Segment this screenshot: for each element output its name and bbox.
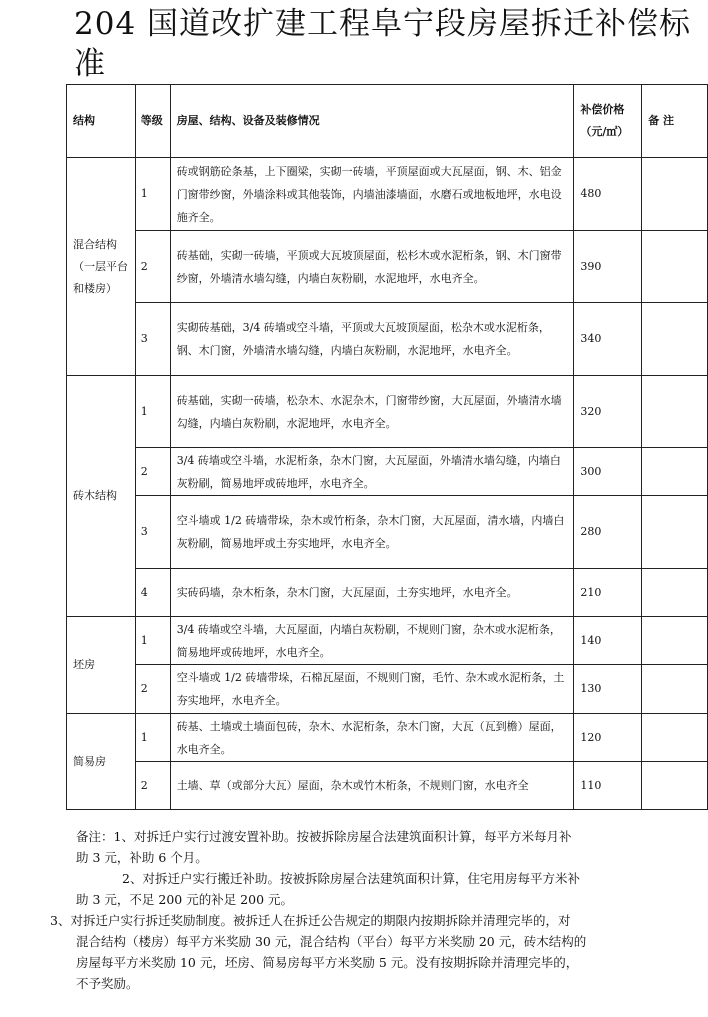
- grade-cell: 2: [135, 448, 170, 496]
- table-row: [67, 496, 708, 569]
- price-cell: 300: [574, 448, 642, 496]
- structure-cell: 坯房: [67, 617, 136, 714]
- description-cell: 3/4 砖墙或空斗墙，大瓦屋面，内墙白灰粉刷，不规则门窗，杂木或水泥桁条，简易地坪或砖地坪，水电齐全。: [170, 617, 574, 665]
- grade-cell: 2: [135, 762, 170, 810]
- table-row: [67, 569, 708, 617]
- note-3-line-1: 3、对拆迁户实行拆迁奖励制度。被拆迁人在拆迁公告规定的期限内按期拆除并清理完毕的，对: [50, 913, 571, 928]
- notes-section: [50, 826, 700, 994]
- remarks-cell: [642, 158, 708, 231]
- price-cell: 120: [574, 714, 642, 762]
- description-cell: 砖或钢筋砼条基，上下圈梁，实砌一砖墙，平顶屋面或大瓦屋面，钢、木、铝金门窗带纱窗，外墙涂料或其他装饰，内墙油漆墙面，水磨石或地板地坪，水电设施齐全。: [170, 158, 574, 231]
- header-description: 房屋、结构、设备及装修情况: [170, 85, 574, 158]
- remarks-cell: [642, 714, 708, 762]
- description-cell: 空斗墙或 1/2 砖墙带垛，杂木或竹桁条，杂木门窗，大瓦屋面，清水墙，内墙白灰粉刷，简易地坪或土夯实地坪，水电齐全。: [170, 496, 574, 569]
- note-1-line-2: 助 3 元，补助 6 个月。: [76, 850, 208, 865]
- price-cell: 110: [574, 762, 642, 810]
- note-2-line-1: 2、对拆迁户实行搬迁补助。按被拆除房屋合法建筑面积计算，住宅用房每平方米补: [122, 871, 580, 886]
- structure-cell: 混合结构（一层平台和楼房）: [67, 158, 136, 376]
- compensation-table: [66, 84, 708, 810]
- note-1-line-1: 备注：1、对拆迁户实行过渡安置补助。按被拆除房屋合法建筑面积计算，每平方米每月补: [76, 829, 572, 844]
- price-cell: 140: [574, 617, 642, 665]
- remarks-cell: [642, 376, 708, 448]
- grade-cell: 3: [135, 303, 170, 376]
- remarks-cell: [642, 303, 708, 376]
- description-cell: 实砖码墙，杂木桁条，杂木门窗，大瓦屋面，土夯实地坪，水电齐全。: [170, 569, 574, 617]
- price-cell: 320: [574, 376, 642, 448]
- header-grade: 等级: [135, 85, 170, 158]
- grade-cell: 2: [135, 665, 170, 714]
- remarks-cell: [642, 617, 708, 665]
- grade-cell: 3: [135, 496, 170, 569]
- grade-cell: 2: [135, 231, 170, 303]
- grade-cell: 1: [135, 158, 170, 231]
- price-cell: 210: [574, 569, 642, 617]
- table-row: [67, 231, 708, 303]
- remarks-cell: [642, 569, 708, 617]
- note-3-line-4: 不予奖励。: [76, 976, 139, 991]
- table-row: [67, 376, 708, 448]
- note-3-line-2: 混合结构（楼房）每平方米奖励 30 元，混合结构（平台）每平方米奖励 20 元，砖木结构的: [76, 934, 587, 949]
- description-cell: 土墙、草（或部分大瓦）屋面，杂木或竹木桁条，不规则门窗，水电齐全: [170, 762, 574, 810]
- table-row: [67, 714, 708, 762]
- price-cell: 480: [574, 158, 642, 231]
- remarks-cell: [642, 448, 708, 496]
- remarks-cell: [642, 665, 708, 714]
- price-cell: 280: [574, 496, 642, 569]
- grade-cell: 1: [135, 617, 170, 665]
- description-cell: 空斗墙或 1/2 砖墙带垛，石棉瓦屋面，不规则门窗，毛竹、杂木或水泥桁条，土夯实地坪，水电齐全。: [170, 665, 574, 714]
- table-row: [67, 762, 708, 810]
- table-row: [67, 303, 708, 376]
- header-structure: 结构: [67, 85, 136, 158]
- price-cell: 130: [574, 665, 642, 714]
- note-3-line-3: 房屋每平方米奖励 10 元，坯房、简易房每平方米奖励 5 元。没有按期拆除并清理完毕的，: [76, 955, 579, 970]
- price-cell: 390: [574, 231, 642, 303]
- remarks-cell: [642, 496, 708, 569]
- remarks-cell: [642, 231, 708, 303]
- table-row: [67, 448, 708, 496]
- grade-cell: 4: [135, 569, 170, 617]
- description-cell: 砖基础，实砌一砖墙，松杂木、水泥杂木，门窗带纱窗，大瓦屋面，外墙清水墙勾缝，内墙白灰粉刷，水泥地坪，水电齐全。: [170, 376, 574, 448]
- description-cell: 3/4 砖墙或空斗墙，水泥桁条，杂木门窗，大瓦屋面，外墙清水墙勾缝，内墙白灰粉刷，简易地坪或砖地坪，水电齐全。: [170, 448, 574, 496]
- price-cell: 340: [574, 303, 642, 376]
- structure-cell: 简易房: [67, 714, 136, 810]
- table-row: [67, 617, 708, 665]
- document-title: 204 国道改扩建工程阜宁段房屋拆迁补偿标准: [74, 6, 692, 82]
- table-row: [67, 158, 708, 231]
- grade-cell: 1: [135, 376, 170, 448]
- table-header-row: [67, 85, 708, 158]
- structure-cell: 砖木结构: [67, 376, 136, 617]
- description-cell: 砖基、土墙或土墙面包砖，杂木、水泥桁条，杂木门窗，大瓦（瓦到檐）屋面，水电齐全。: [170, 714, 574, 762]
- header-price: 补偿价格（元/㎡）: [574, 85, 642, 158]
- grade-cell: 1: [135, 714, 170, 762]
- header-remarks: 备 注: [642, 85, 708, 158]
- description-cell: 实砌砖基础，3/4 砖墙或空斗墙，平顶或大瓦坡顶屋面，松杂木或水泥桁条，钢、木门窗，外墙清水墙勾缝，内墙白灰粉刷，水泥地坪，水电齐全。: [170, 303, 574, 376]
- table-row: [67, 665, 708, 714]
- note-2-line-2: 助 3 元，不足 200 元的补足 200 元。: [76, 892, 294, 907]
- description-cell: 砖基础，实砌一砖墙，平顶或大瓦坡顶屋面，松杉木或水泥桁条，钢、木门窗带纱窗，外墙清水墙勾缝，内墙白灰粉刷，水泥地坪，水电齐全。: [170, 231, 574, 303]
- remarks-cell: [642, 762, 708, 810]
